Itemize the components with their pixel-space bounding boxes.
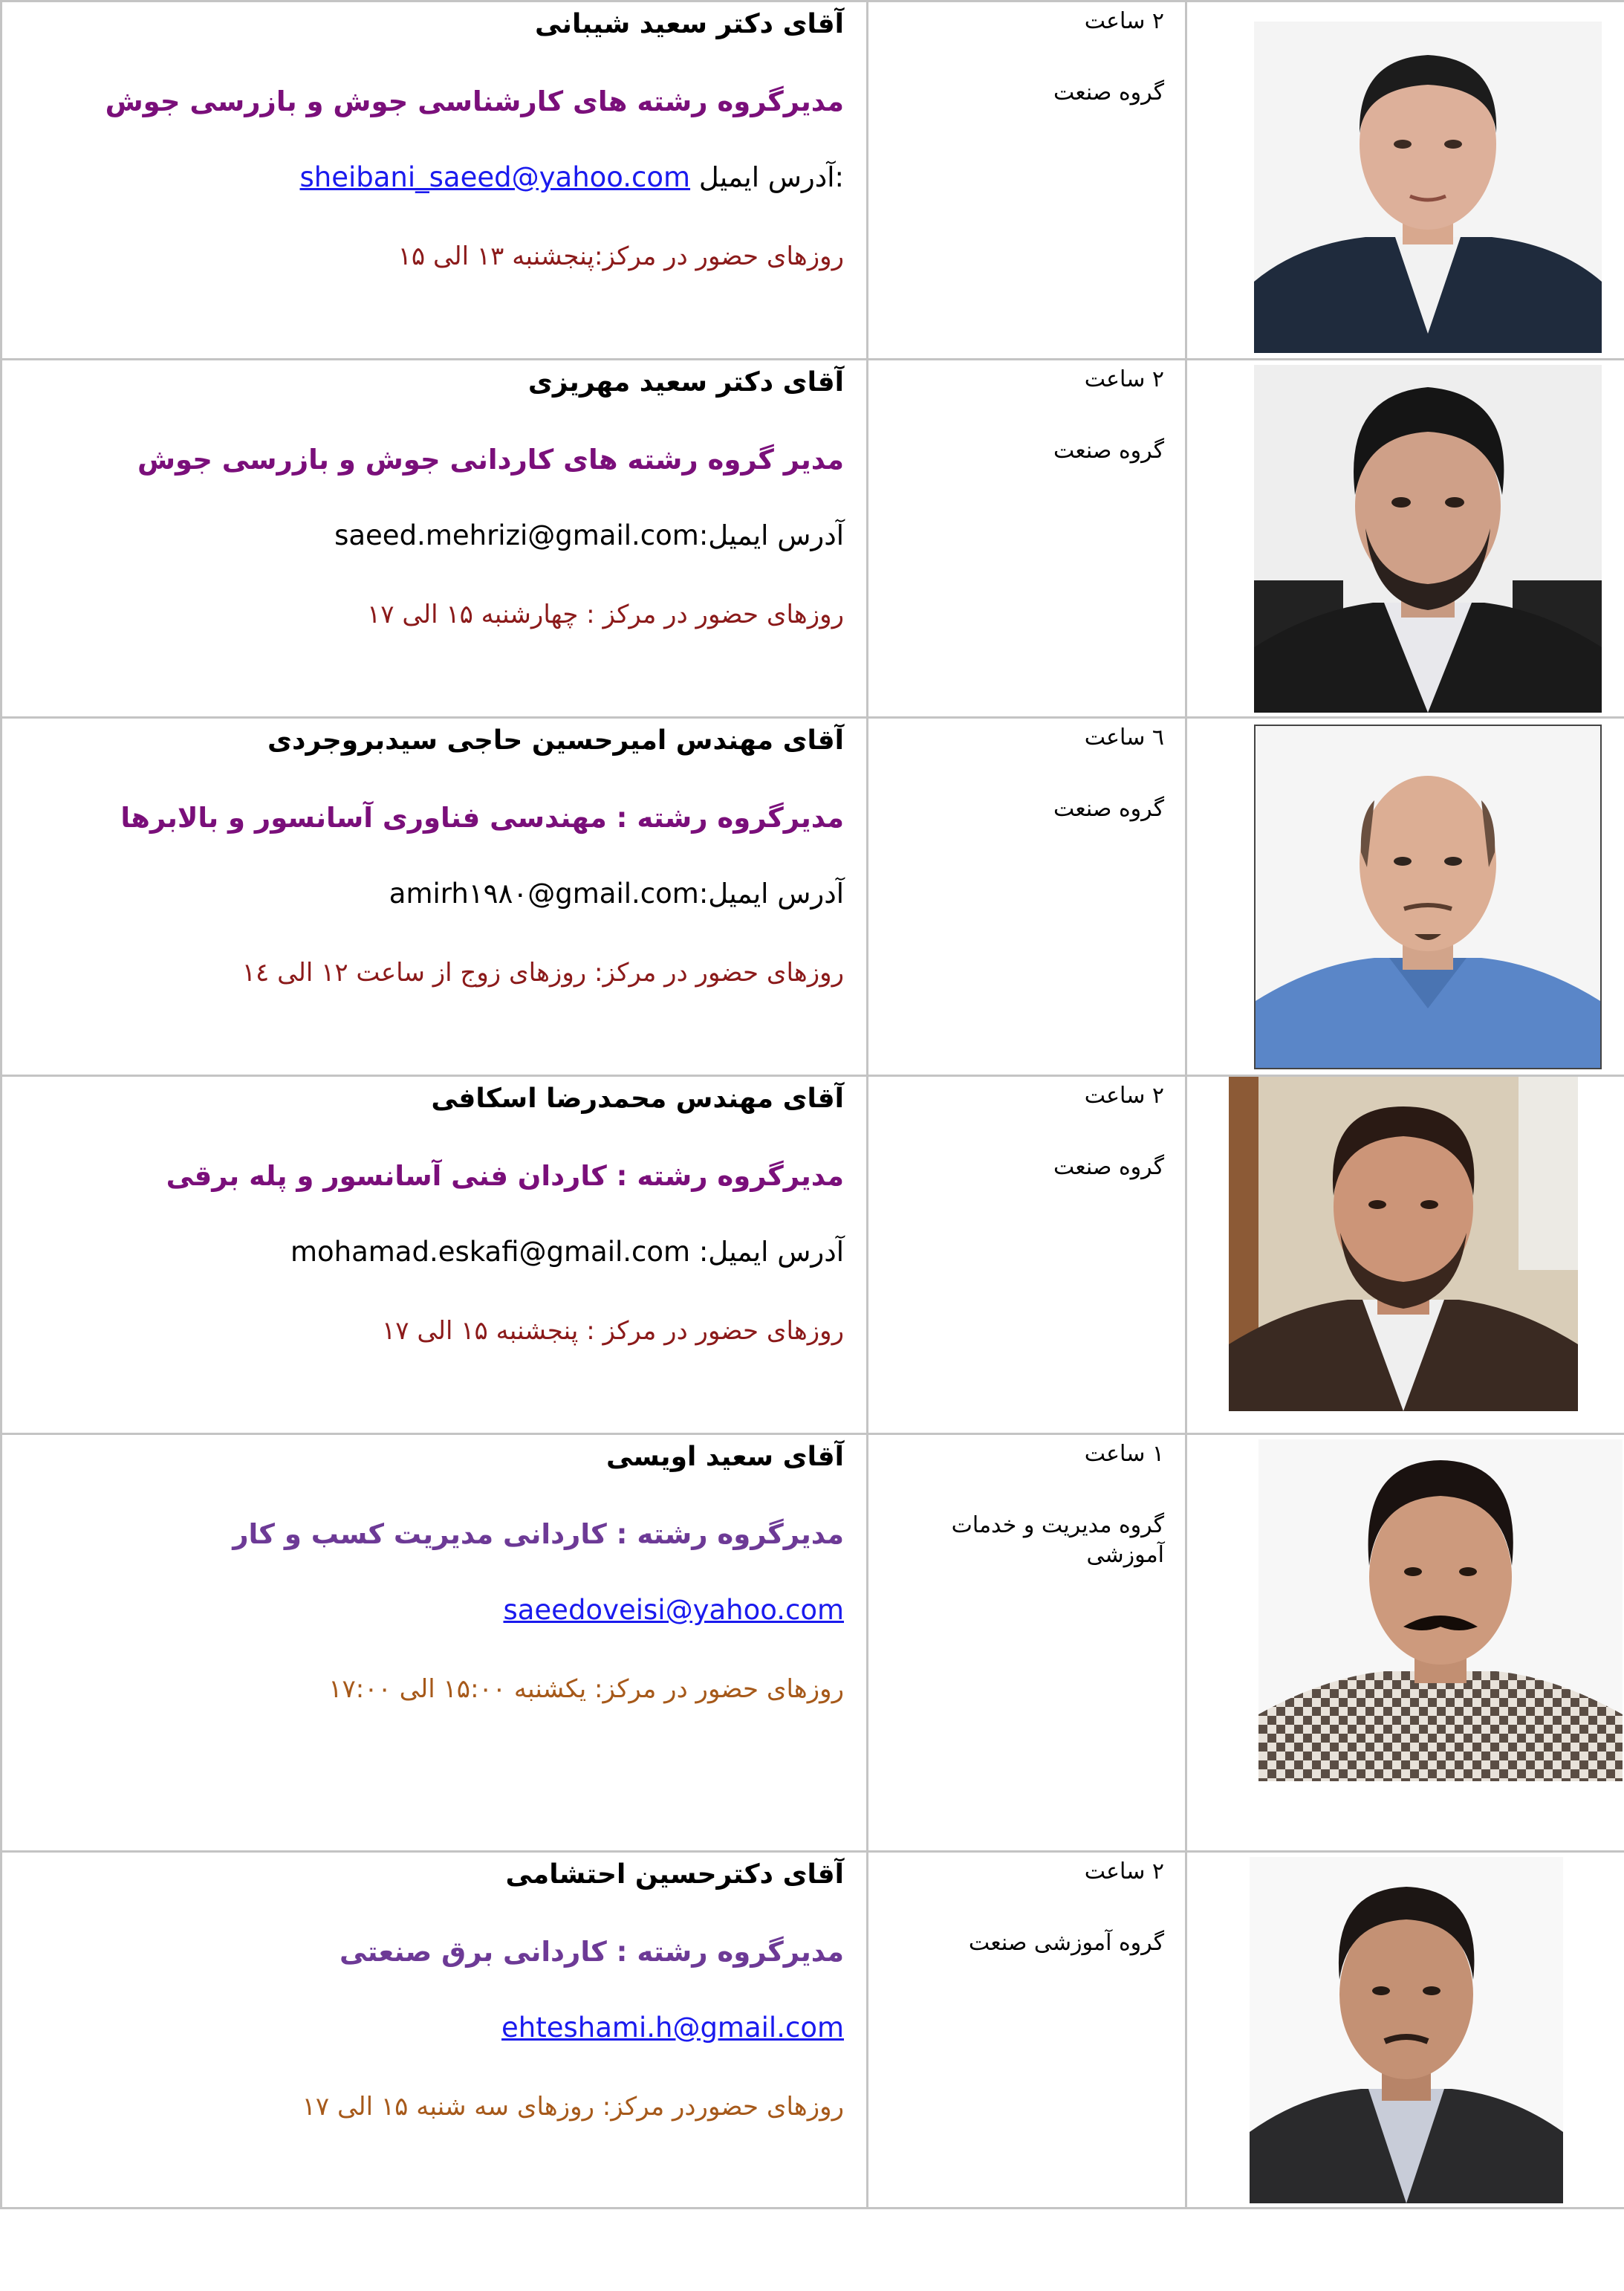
- staff-role: مدیرگروه رشته : کاردان فنی آسانسور و پله برقی: [166, 1160, 844, 1192]
- department: گروه آموزشی صنعت: [968, 1930, 1164, 1956]
- staff-email: [17, 1236, 844, 1268]
- staff-presence: روزهای حضوردر مرکز: روزهای سه شنبه ۱۵ الی ۱۷: [302, 2092, 844, 2122]
- staff-photo: [1250, 1857, 1563, 2203]
- email-address: saeed.mehrizi@gmail.com: [334, 519, 699, 551]
- staff-email: [17, 519, 844, 552]
- staff-row: [1, 1, 1624, 360]
- email-label: :آدرس ایمیل: [698, 161, 844, 193]
- staff-email: [17, 161, 844, 194]
- email-link[interactable]: sheibani_saeed@yahoo.com: [299, 161, 691, 193]
- staff-photo: [1254, 365, 1602, 713]
- staff-name: آقای دکترحسین احتشامی: [505, 1859, 844, 1890]
- info-cell: [1, 1852, 868, 2209]
- staff-presence: روزهای حضور در مرکز:پنجشنبه ۱۳ الی ۱۵: [397, 242, 844, 271]
- email-link[interactable]: ehteshami.h@gmail.com: [501, 2012, 844, 2044]
- staff-presence: روزهای حضور در مرکز: یکشنبه ۱۵:۰۰ الی ۱۷:۰۰: [328, 1674, 844, 1704]
- staff-role: مدیرگروه رشته : کاردانی مدیریت کسب و کار: [233, 1518, 844, 1550]
- photo-cell: [1186, 360, 1624, 718]
- photo-cell: [1186, 1434, 1624, 1852]
- staff-photo: [1229, 1077, 1578, 1411]
- hours-cell: [868, 1434, 1186, 1852]
- staff-role: مدیرگروه رشته : مهندسی فناوری آسانسور و بالابرها: [120, 802, 844, 834]
- staff-name: آقای مهندس امیرحسین حاجی سیدبروجردی: [267, 725, 844, 756]
- weekly-hours: ۲ ساعت: [1084, 8, 1164, 34]
- photo-cell: [1186, 1076, 1624, 1434]
- photo-cell: [1186, 1, 1624, 360]
- staff-photo: [1258, 1439, 1623, 1781]
- staff-row: [1, 718, 1624, 1076]
- info-cell: [1, 1434, 868, 1852]
- staff-row: [1, 360, 1624, 718]
- staff-name: آقای دکتر سعید مهریزی: [527, 367, 844, 398]
- staff-email: [17, 1594, 844, 1627]
- email-address: amirh۱۹۸۰@gmail.com: [389, 878, 699, 910]
- info-cell: [1, 718, 868, 1076]
- hours-cell: [868, 718, 1186, 1076]
- staff-presence: روزهای حضور در مرکز : چهارشنبه ۱۵ الی ۱۷: [367, 600, 844, 629]
- weekly-hours: ۲ ساعت: [1084, 1859, 1164, 1885]
- info-cell: [1, 360, 868, 718]
- email-label: آدرس ایمیل:: [698, 878, 844, 910]
- staff-row: [1, 1434, 1624, 1852]
- department: گروه مدیریت و خدمات آموزشی: [951, 1512, 1164, 1568]
- staff-role: مدیرگروه رشته : کاردانی برق صنعتی: [340, 1936, 844, 1968]
- weekly-hours: ۱ ساعت: [1084, 1441, 1164, 1467]
- email-address: mohamad.eskafi@gmail.com: [290, 1236, 691, 1268]
- email-label: آدرس ایمیل:: [698, 1236, 844, 1268]
- staff-email: [17, 878, 844, 910]
- photo-cell: [1186, 1852, 1624, 2209]
- department: گروه صنعت: [1053, 796, 1164, 822]
- hours-cell: [868, 1, 1186, 360]
- weekly-hours: ۲ ساعت: [1084, 366, 1164, 392]
- email-link[interactable]: saeedoveisi@yahoo.com: [503, 1594, 844, 1626]
- staff-name: آقای دکتر سعید شیبانی: [535, 9, 844, 39]
- photo-cell: [1186, 718, 1624, 1076]
- staff-row: [1, 1852, 1624, 2209]
- weekly-hours: ۲ ساعت: [1084, 1083, 1164, 1109]
- hours-cell: [868, 1076, 1186, 1434]
- hours-cell: [868, 1852, 1186, 2209]
- weekly-hours: ٦ ساعت: [1084, 725, 1164, 751]
- staff-row: [1, 1076, 1624, 1434]
- department: گروه صنعت: [1053, 80, 1164, 106]
- staff-email: [17, 2012, 844, 2044]
- staff-role: مدیر گروه رشته های کاردانی جوش و بازرسی جوش: [137, 444, 844, 476]
- info-cell: [1, 1, 868, 360]
- staff-photo: [1254, 22, 1602, 353]
- staff-role: مدیرگروه رشته های کارشناسی جوش و بازرسی جوش: [105, 85, 844, 117]
- email-label: آدرس ایمیل:: [698, 519, 844, 551]
- staff-presence: روزهای حضور در مرکز : پنجشنبه ۱۵ الی ۱۷: [382, 1316, 844, 1346]
- info-cell: [1, 1076, 868, 1434]
- department: گروه صنعت: [1053, 438, 1164, 464]
- staff-name: آقای سعید اویسی: [606, 1442, 844, 1472]
- staff-presence: روزهای حضور در مرکز: روزهای زوج از ساعت ۱۲ الی ۱٤: [241, 958, 844, 988]
- department: گروه صنعت: [1053, 1154, 1164, 1180]
- staff-name: آقای مهندس محمدرضا اسکافی: [431, 1083, 844, 1114]
- hours-cell: [868, 360, 1186, 718]
- staff-photo: [1254, 725, 1602, 1069]
